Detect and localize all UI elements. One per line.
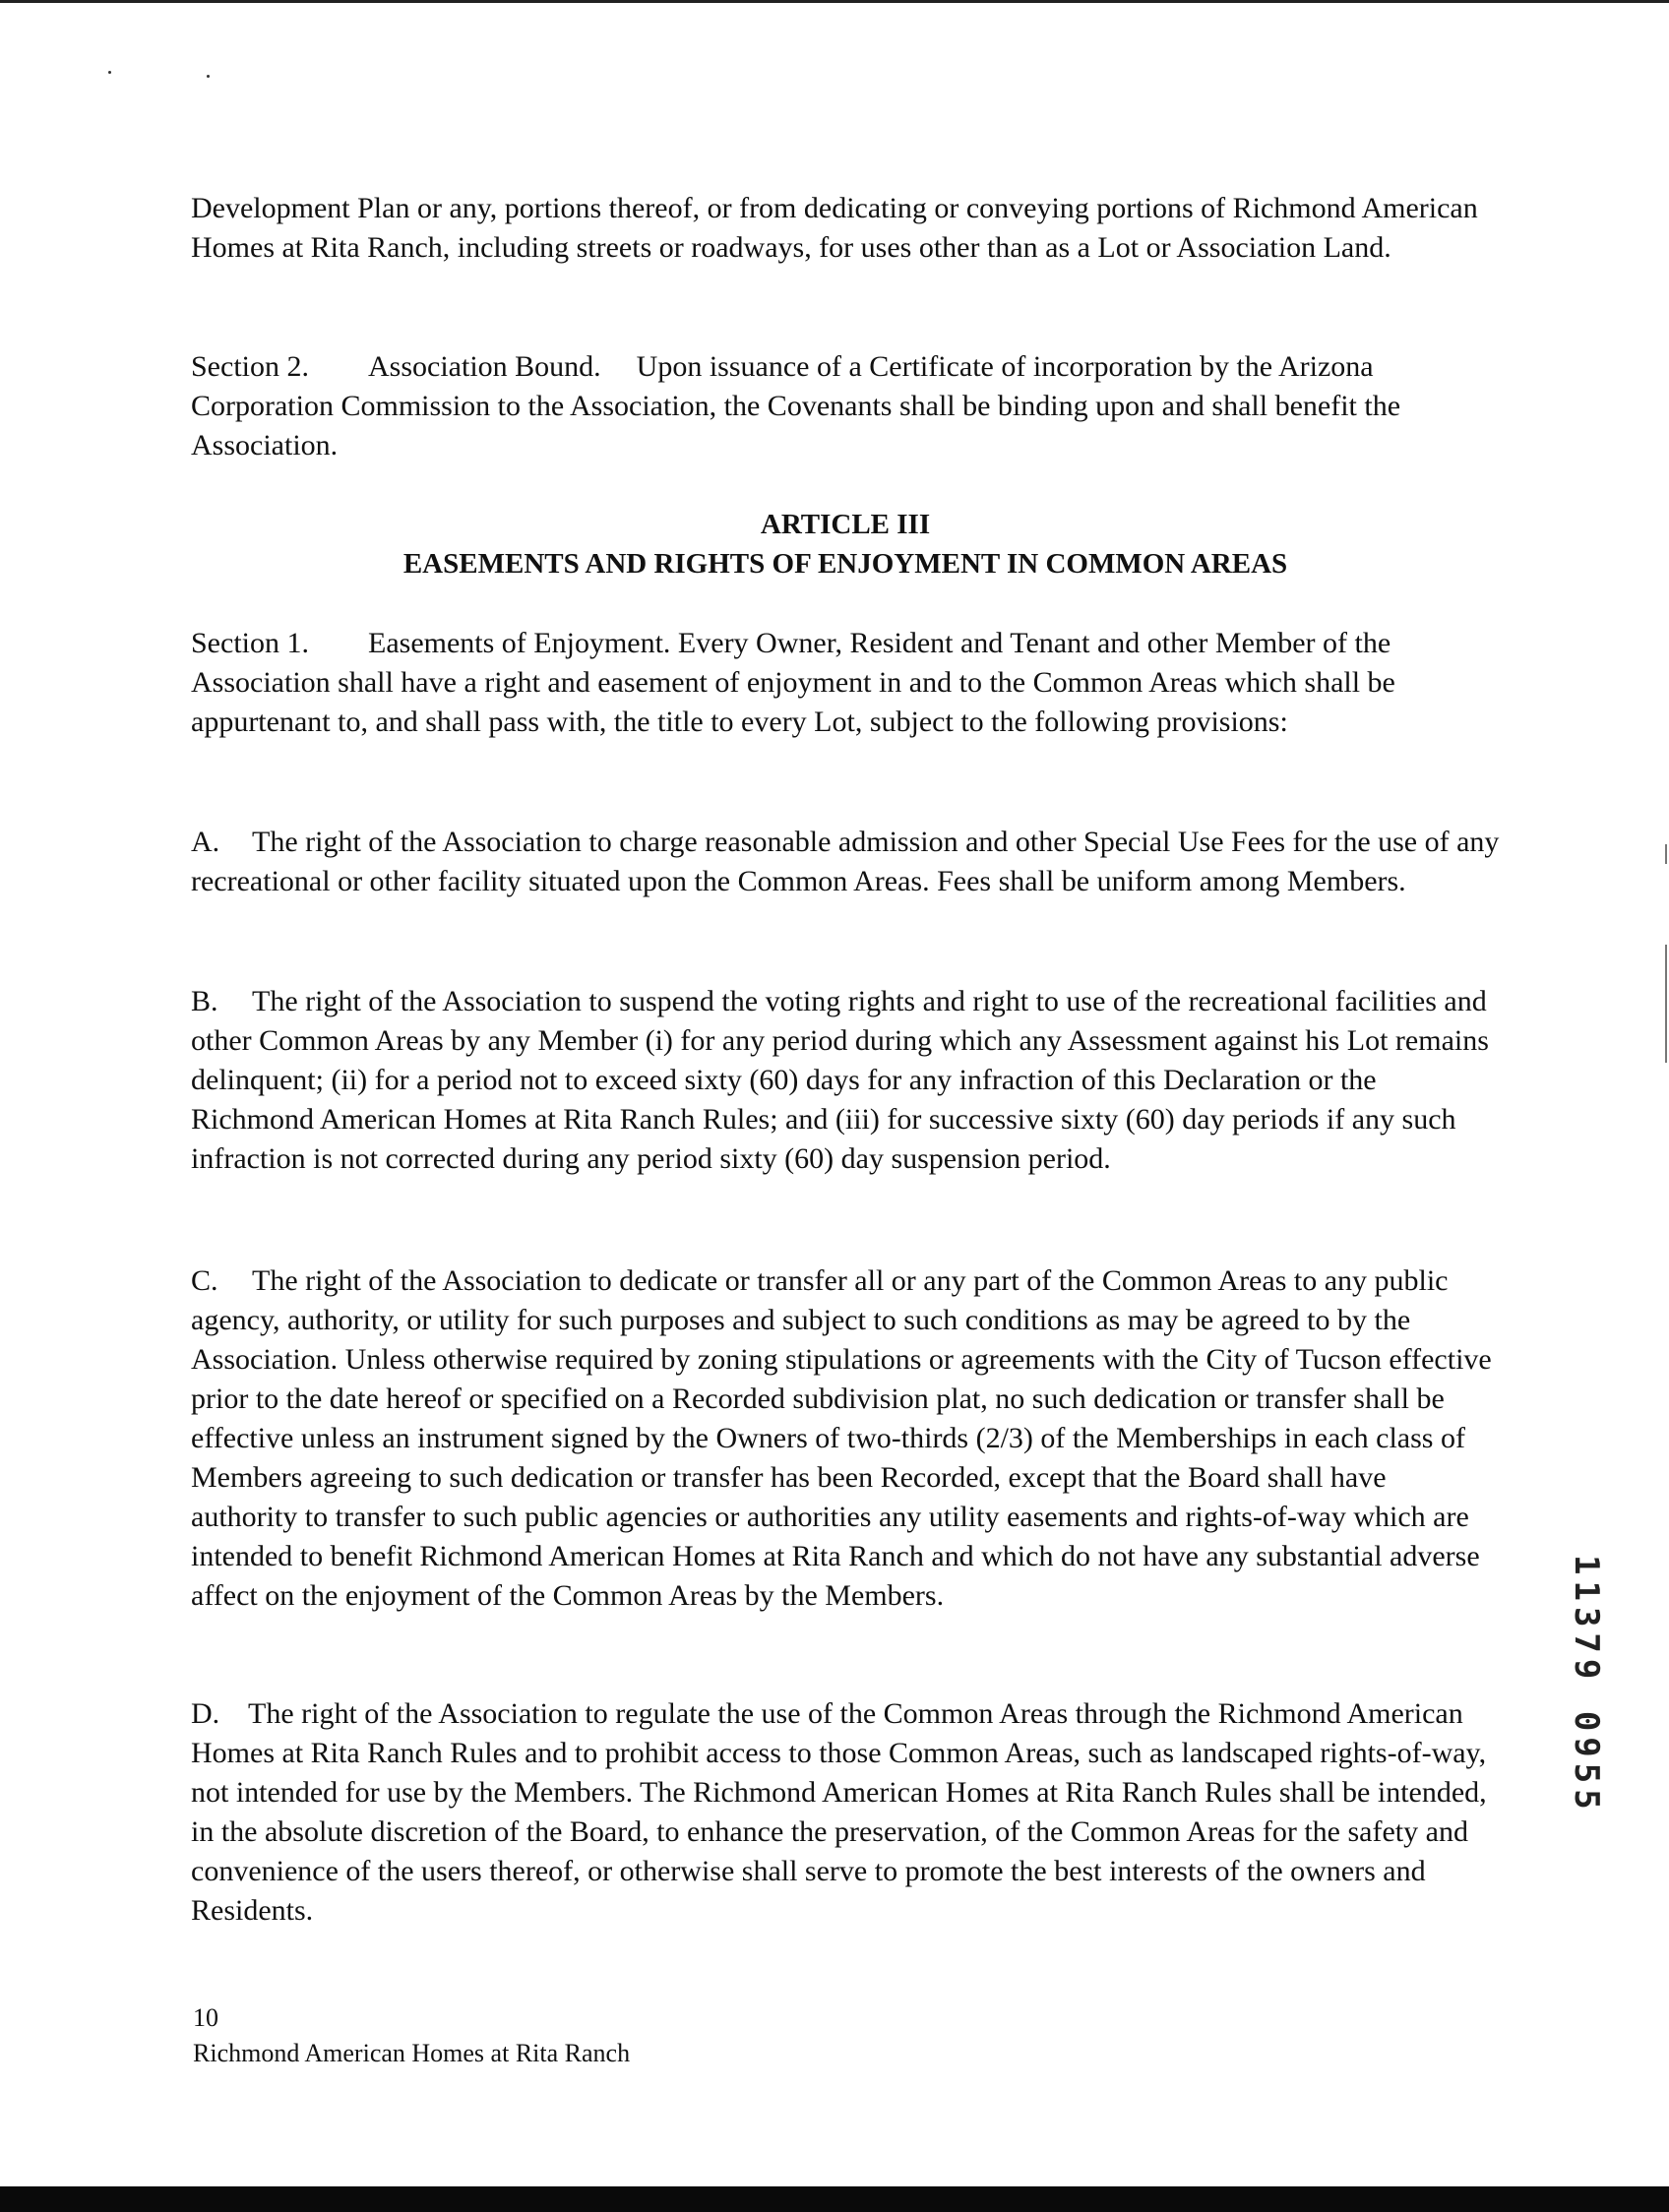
item-a-letter: A.: [191, 826, 220, 858]
paragraph-intro-text: Development Plan or any, portions thereof, or from dedicating or conveying portions of Richmond American Homes at Rita Ranch, including streets or roadways, for uses other than as a Lot or Association Land.: [191, 192, 1478, 264]
footer-document-name: Richmond American Homes at Rita Ranch: [193, 2039, 631, 2067]
scan-edge-mark: [1665, 945, 1667, 1063]
item-c-letter: C.: [191, 1264, 218, 1297]
paragraph-section-2: [191, 347, 1500, 465]
scan-bottom-edge: [0, 2186, 1669, 2212]
item-a-text: The right of the Association to charge reasonable admission and other Special Use Fees for the use of any recreational or other facility situated upon the Common Areas. Fees shall be uniform among Members.: [191, 826, 1500, 897]
section-1-label: Section 1.: [191, 627, 309, 659]
scan-speck: [207, 75, 210, 78]
scan-top-edge: [0, 0, 1669, 3]
paragraph-section-1: [191, 624, 1500, 742]
section-1-text: Easements of Enjoyment. Every Owner, Resident and Tenant and other Member of the Association shall have a right and easement of enjoyment in and to the Common Areas which shall be appurtenant to, and shall pass with, the title to every Lot, subject to the following provisions:: [191, 627, 1395, 738]
article-title: EASEMENTS AND RIGHTS OF ENJOYMENT IN COMMON AREAS: [402, 548, 1288, 580]
item-c: [191, 1261, 1500, 1616]
footer-page-number: 10: [193, 2003, 218, 2032]
item-c-text: The right of the Association to dedicate or transfer all or any part of the Common Areas to any public agency, authority, or utility for such purposes and subject to such conditions as may be agreed to by the Association. Unless otherwise required by zoning stipulations or agreements with the City of Tucson effective prior to the date hereof or specified on a Recorded subdivision plat, no such dedication or transfer shall be effective unless an instrument signed by the Owners of two-thirds (2/3) of the Memberships in each class of Members agreeing to such dedication or transfer has been Recorded, except that the Board shall have authority to transfer to such public agencies or authorities any utility easements and rights-of-way which are intended to benefit Richmond American Homes at Rita Ranch and which do not have any substantial adverse affect on the enjoyment of the Common Areas by the Members.: [191, 1264, 1492, 1612]
scan-edge-mark: [1665, 844, 1667, 864]
item-d-letter: D.: [191, 1697, 220, 1730]
margin-recording-stamp: 11379 0955: [1567, 1555, 1606, 1815]
item-b-letter: B.: [191, 985, 218, 1017]
item-a: [191, 823, 1500, 901]
paragraph-intro: [191, 189, 1500, 268]
item-b: [191, 982, 1500, 1179]
section-2-text: Upon issuance of a Certificate of incorporation by the Arizona Corporation Commission to the Association, the Covenants shall be binding upon and shall benefit the Association.: [191, 350, 1401, 461]
scan-speck: [108, 71, 111, 74]
item-d: [191, 1694, 1500, 1931]
item-d-text: The right of the Association to regulate the use of the Common Areas through the Richmond American Homes at Rita Ranch Rules and to prohibit access to those Common Areas, such as landscaped rights-of-way, not intended for use by the Members. The Richmond American Homes at Rita Ranch Rules shall be intended, in the absolute discretion of the Board, to enhance the preservation, of the Common Areas for the safety and convenience of the users thereof, or otherwise shall serve to promote the best interests of the owners and Residents.: [191, 1697, 1487, 1927]
section-2-label: Section 2.: [191, 350, 309, 383]
item-b-text: The right of the Association to suspend the voting rights and right to use of the recreational facilities and other Common Areas by any Member (i) for any period during which any Assessment against his Lot remains delinquent; (ii) for a period not to exceed sixty (60) days for any infraction of this Declaration or the Richmond American Homes at Rita Ranch Rules; and (iii) for successive sixty (60) day periods if any such infraction is not corrected during any period sixty (60) day suspension period.: [191, 985, 1489, 1175]
section-2-title: Association Bound.: [368, 350, 601, 383]
article-number: ARTICLE III: [760, 509, 931, 540]
